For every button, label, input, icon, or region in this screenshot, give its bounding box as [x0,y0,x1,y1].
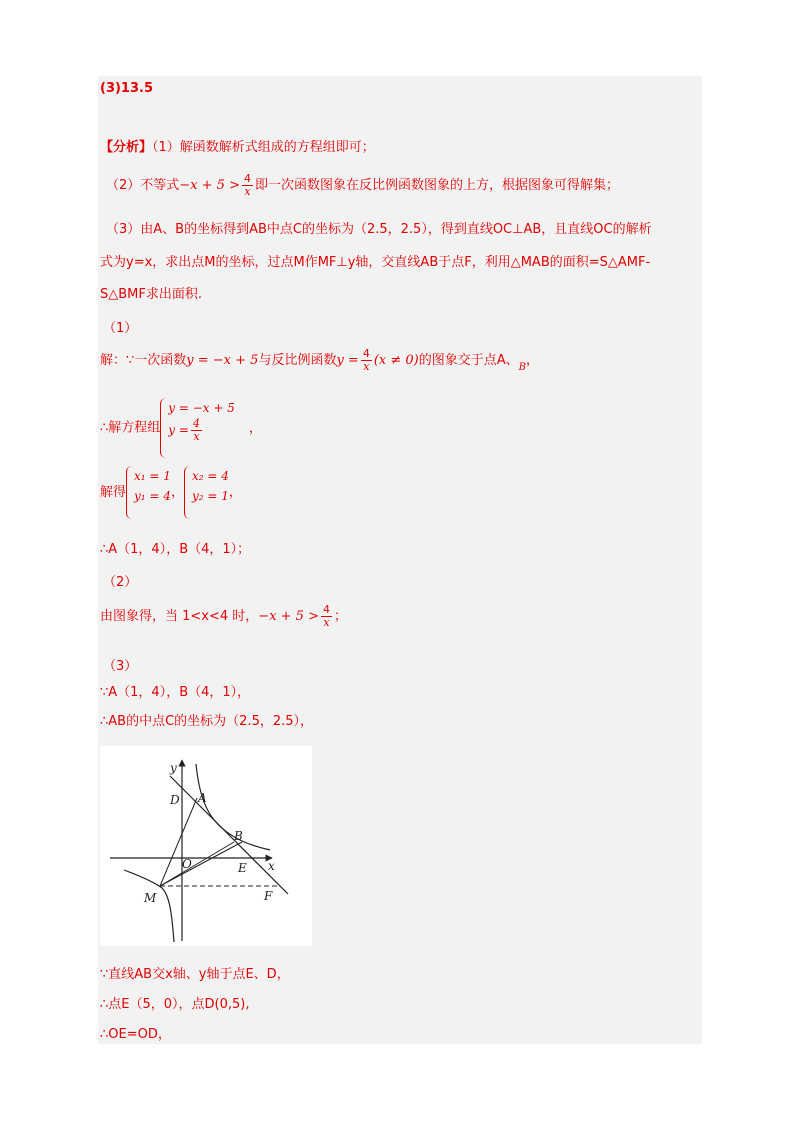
sol3-line5: ∴OE=OD， [100,1027,171,1042]
sol1-label: （1） [103,321,138,336]
sol-sep: ， [170,485,184,500]
fraction-4-over-x [242,173,253,198]
label-x: x [268,859,275,873]
sol-y2: y₂ = 1 [191,489,229,503]
function-graph [100,746,312,946]
label-d: D [170,793,180,807]
fraction-4-over-x [191,418,202,443]
sol1-intro-end: ， [526,353,540,368]
sol3-line3: ∵直线AB交x轴、y轴于点E、D， [100,967,290,982]
sol2-text-end: ； [333,609,347,624]
frac-den: x [244,185,251,198]
sol1-system [100,398,262,458]
frac-num: 4 [243,172,251,185]
line-ab [170,776,288,894]
frac-num: 4 [322,603,330,616]
analysis-p3-line1: （3）由A、B的坐标得到AB中点C的坐标为（2.5，2.5），得到直线OC⊥AB，且直线OC的解析 [106,222,652,237]
brace-bar [126,466,133,519]
sol1-system-end: ， [248,420,262,436]
label-f: F [264,889,273,903]
answer-header: (3)13.5 [100,81,154,96]
sol1-recip-lhs: y = [336,353,359,368]
sol-x2: x₂ = 4 [191,469,229,483]
sol2-text-pre: 由图象得，当 1<x<4 时， [100,609,259,624]
segment-mb [160,842,234,886]
system-row2 [168,418,235,443]
frac-den: x [193,430,200,443]
label-m: M [144,891,157,905]
sol3-line2: ∴AB的中点C的坐标为（2.5，2.5）， [100,714,314,729]
frac-den: x [363,360,370,373]
sol1-solve-pre: 解得 [100,485,127,500]
analysis-p1 [100,139,375,157]
analysis-p3-line3: S△BMF求出面积. [100,287,202,302]
label-a: A [198,791,207,805]
sol3-label: （3） [103,659,138,674]
label-y: y [170,761,177,775]
line-mc [160,842,242,886]
sol1-intro-mid: 与反比例函数 [258,353,337,368]
sol2-label: （2） [103,575,138,590]
hyperbola-upper-branch [196,764,270,850]
sol1-point-b: B [518,362,526,373]
graph-svg [100,746,312,946]
sol1-intro-post: 的图象交于点A、 [418,353,519,368]
sol1-intro-pre: 解：∵一次函数 [100,353,187,368]
sol1-system-pre: ∴解方程组 [100,420,161,436]
analysis-p2-post: 即一次函数图象在反比例函数图象的上方，根据图象可得解集； [254,178,619,193]
sol1-recip-cond: (x ≠ 0) [373,353,419,368]
frac-num: 4 [192,417,200,430]
label-o: O [182,857,192,871]
solution-brace-2 [184,466,229,519]
analysis-p2-pre: （2）不等式 [106,178,180,193]
sol1-points: ∴A（1，4），B（4，1）； [100,542,251,557]
label-b: B [234,829,243,843]
sol1-linear: y = −x + 5 [186,353,259,368]
sol-y1: y₁ = 4 [134,489,171,503]
solution-brace-1 [126,466,171,519]
label-e: E [238,861,247,875]
fraction-4-over-x [321,604,332,629]
segment-ma [160,798,197,886]
sol3-line4: ∴点E（5，0），点D(0,5), [100,997,250,1012]
brace-bar [160,398,167,458]
brace-bar [184,466,191,519]
sol1-solve [100,466,242,519]
hyperbola-lower-branch [124,870,174,942]
system-brace [160,398,235,458]
sol-x1: x₁ = 1 [134,469,171,483]
sol1-solve-end: ， [228,485,242,500]
sol3-line1: ∵A（1，4），B（4，1）， [100,685,251,700]
analysis-p2-math: −x + 5 > [179,178,240,193]
fraction-4-over-x [361,348,372,373]
analysis-p1-text: （1）解函数解析式组成的方程组即可； [152,140,375,155]
sol2-text [100,602,347,632]
analysis-tag: 【分析】 [100,140,153,155]
system-row2-lhs: y = [168,423,189,437]
system-row1: y = −x + 5 [168,401,235,415]
frac-num: 4 [362,347,370,360]
frac-den: x [323,616,330,629]
sol1-intro [100,346,539,383]
analysis-p3-line2: 式为y=x，求出点M的坐标，过点M作MF⊥y轴，交直线AB于点F，利用△MAB的面积=S△AMF- [100,255,651,270]
sol2-math: −x + 5 > [258,609,319,624]
analysis-p2 [106,172,619,200]
